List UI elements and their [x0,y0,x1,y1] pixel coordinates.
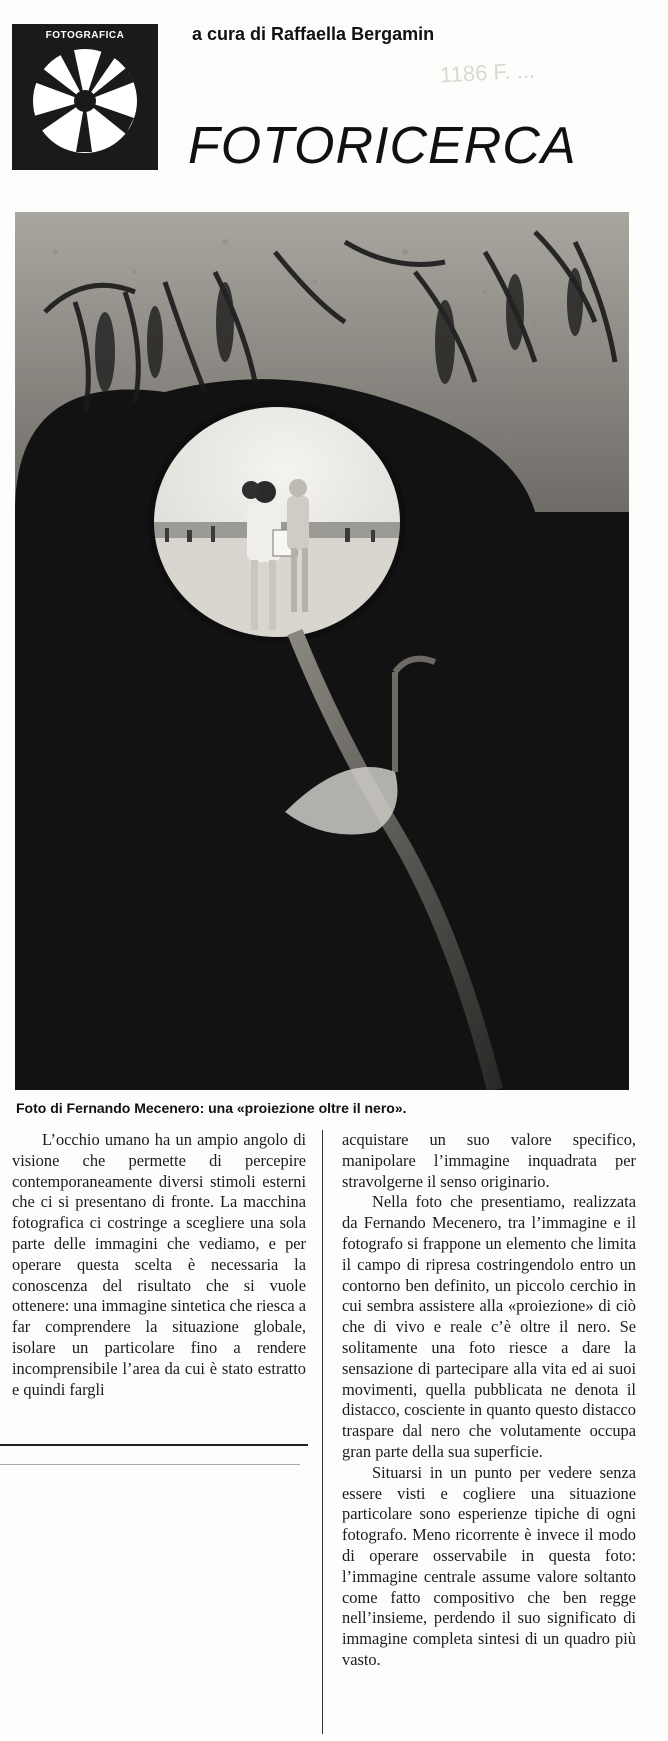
article-column-right [342,1130,636,1671]
logo-label: FOTOGRAFICA [45,30,125,41]
curator-byline: a cura di Raffaella Bergamin [192,24,435,44]
article-paragraph: Situarsi in un punto per vedere senza essere visti e cogliere una situazione particolare sono esperienze tipiche di ogni fotografo. Meno ricorrente è invece il modo di operare osservabile in questa foto: l’immagine centrale assume valore soltanto come fatto compositivo che ben regge nell’insieme, perdendo il suo significato di immagine completa sintesi di un quadro più vasto. [342,1462,636,1669]
fotografica-logo [12,24,158,170]
article-paragraph: Nella foto che presentiamo, realizzata da Fernando Mecenero, tra l’immagine e il fotografo si frappone un elemento che limita il campo di ripresa costringendolo entro un contorno ben definito, un piccolo cerchio in cui sembra assistere alla «proiezione» di ciò che di vivo e reale c’è oltre il nero. Se solitamente una foto riesce a dare la sensazione di partecipare alla vita ed ai suoi movimenti, quella pubblicata ne denota il distacco, cosciente in quanto questo distacco traspare dal nero che volutamente occupa gran parte della sua superficie. [342,1192,636,1461]
column-divider [322,1130,323,1734]
aperture-icon [30,46,140,156]
page-title: FOTORICERCA [188,117,577,175]
article-column-left [12,1130,306,1400]
photo-caption: Foto di Fernando Mecenero: una «proiezione oltre il nero». [16,1100,407,1116]
column-rule-faint [0,1464,300,1465]
handwritten-scan-mark: 1186 F. ... [439,57,536,88]
article-paragraph: acquistare un suo valore specifico, manipolare l’immagine inquadrata per stravolgerne il senso originario. [342,1130,636,1191]
column-rule [0,1444,308,1446]
tunnel-beach-photograph [15,212,629,1090]
article-paragraph: L’occhio umano ha un ampio angolo di visione che permette di percepire contemporaneamente diversi stimoli esterni che ci si presentano di fronte. La macchina fotografica ci costringe a scegliere una sola parte delle immagini che vediamo, e per operare questa scelta è necessaria la conoscenza del risultato che si vuole ottenere: una immagine sintetica che riesca a far comprendere la situazione globale, isolare un particolare fino a rendere incomprensibile l’area da cui è stato estratto e quindi fargli [12,1130,306,1399]
